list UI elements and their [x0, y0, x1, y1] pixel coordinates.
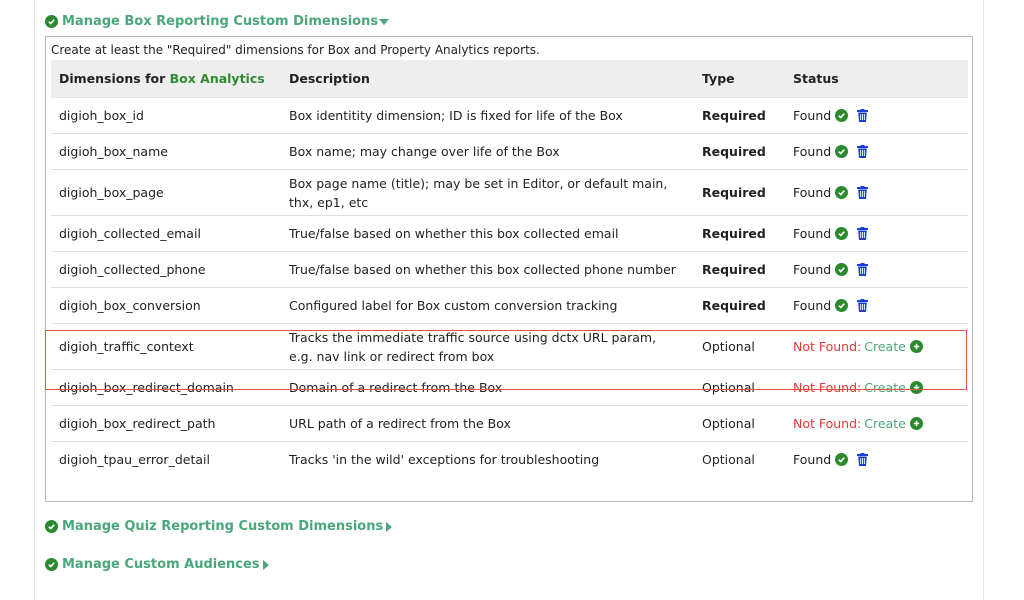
dimension-status-cell [785, 442, 968, 478]
dimension-name: digioh_box_page [51, 170, 281, 216]
trash-icon[interactable] [857, 145, 868, 158]
dimension-type: Required [694, 216, 785, 252]
status-text: Found [793, 262, 832, 277]
custom-audiences-title: Manage Custom Audiences [62, 557, 260, 572]
custom-audiences-toggle[interactable] [45, 557, 269, 572]
status-text: Found [793, 185, 832, 200]
status-group [793, 185, 968, 200]
table-row [51, 406, 968, 442]
status-text: Found [793, 108, 832, 123]
caret-right-icon [263, 560, 269, 570]
dimension-status-cell [785, 288, 968, 324]
dimension-description: True/false based on whether this box collected email [281, 216, 694, 252]
dimension-status-cell [785, 216, 968, 252]
status-text: Not Found: [793, 416, 862, 431]
check-circle-icon [835, 453, 848, 466]
dimension-status-cell [785, 170, 968, 216]
dimension-column-header [51, 60, 281, 98]
status-group [793, 226, 968, 241]
status-group [793, 416, 968, 431]
status-group [793, 452, 968, 467]
dimension-type: Required [694, 134, 785, 170]
plus-circle-icon[interactable] [910, 417, 923, 430]
dimension-description: Box page name (title); may be set in Editor, or default main, thx, ep1, etc [281, 170, 694, 216]
box-dimensions-toggle[interactable] [45, 14, 389, 29]
box-analytics-label: Box Analytics [169, 71, 265, 86]
dimension-type: Optional [694, 442, 785, 478]
plus-circle-icon[interactable] [910, 381, 923, 394]
dimension-name: digioh_box_redirect_domain [51, 370, 281, 406]
intro-text: Create at least the "Required" dimensions for Box and Property Analytics reports. [51, 43, 540, 57]
table-row [51, 216, 968, 252]
dimension-type: Required [694, 98, 785, 134]
table-row [51, 370, 968, 406]
caret-right-icon [386, 522, 392, 532]
check-circle-icon [835, 227, 848, 240]
table-header-row [51, 60, 968, 98]
trash-icon[interactable] [857, 263, 868, 276]
dimension-description: Box identitity dimension; ID is fixed for life of the Box [281, 98, 694, 134]
status-text: Found [793, 298, 832, 313]
dimension-status-cell [785, 252, 968, 288]
trash-icon[interactable] [857, 227, 868, 240]
dimension-name: digioh_collected_phone [51, 252, 281, 288]
quiz-dimensions-title: Manage Quiz Reporting Custom Dimensions [62, 519, 384, 534]
status-text: Found [793, 144, 832, 159]
plus-circle-icon[interactable] [910, 340, 923, 353]
dimensions-table [51, 60, 968, 477]
dimension-description: URL path of a redirect from the Box [281, 406, 694, 442]
table-row [51, 252, 968, 288]
type-column-header: Type [694, 60, 785, 98]
dimension-description: Configured label for Box custom conversion tracking [281, 288, 694, 324]
dimension-name: digioh_box_conversion [51, 288, 281, 324]
table-row [51, 134, 968, 170]
dimension-description: Box name; may change over life of the Box [281, 134, 694, 170]
table-row [51, 170, 968, 216]
check-circle-icon [835, 299, 848, 312]
status-column-header: Status [785, 60, 968, 98]
dimension-status-cell [785, 406, 968, 442]
status-group [793, 298, 968, 313]
dimension-status-cell [785, 324, 968, 370]
trash-icon[interactable] [857, 109, 868, 122]
check-circle-icon [835, 109, 848, 122]
dimension-description: Domain of a redirect from the Box [281, 370, 694, 406]
status-text: Not Found: [793, 380, 862, 395]
caret-down-icon [379, 19, 389, 25]
create-link[interactable]: Create [864, 339, 906, 354]
create-link[interactable]: Create [864, 416, 906, 431]
dimension-description: Tracks 'in the wild' exceptions for troubleshooting [281, 442, 694, 478]
dimension-name: digioh_collected_email [51, 216, 281, 252]
table-row [51, 288, 968, 324]
dimensions-panel [45, 36, 973, 502]
status-text: Not Found: [793, 339, 862, 354]
check-circle-icon [835, 263, 848, 276]
dimension-status-cell [785, 134, 968, 170]
dimension-name: digioh_box_redirect_path [51, 406, 281, 442]
dimension-header-prefix: Dimensions for [59, 71, 170, 86]
status-group [793, 144, 968, 159]
check-circle-icon [45, 558, 58, 571]
box-dimensions-title: Manage Box Reporting Custom Dimensions [62, 14, 379, 29]
dimension-description: Tracks the immediate traffic source using dctx URL param, e.g. nav link or redirect from box [281, 324, 694, 370]
dimension-type: Optional [694, 406, 785, 442]
dimension-name: digioh_box_id [51, 98, 281, 134]
check-circle-icon [45, 15, 58, 28]
check-circle-icon [835, 186, 848, 199]
description-column-header: Description [281, 60, 694, 98]
trash-icon[interactable] [857, 453, 868, 466]
status-text: Found [793, 452, 832, 467]
dimension-status-cell [785, 98, 968, 134]
dimension-type: Required [694, 252, 785, 288]
status-group [793, 339, 968, 354]
check-circle-icon [835, 145, 848, 158]
trash-icon[interactable] [857, 186, 868, 199]
dimension-name: digioh_tpau_error_detail [51, 442, 281, 478]
table-row [51, 324, 968, 370]
dimension-status-cell [785, 370, 968, 406]
create-link[interactable]: Create [864, 380, 906, 395]
check-circle-icon [45, 520, 58, 533]
dimension-name: digioh_traffic_context [51, 324, 281, 370]
dimension-type: Required [694, 170, 785, 216]
table-row [51, 442, 968, 478]
dimension-type: Required [694, 288, 785, 324]
table-row [51, 98, 968, 134]
trash-icon[interactable] [857, 299, 868, 312]
status-group [793, 108, 968, 123]
status-group [793, 380, 968, 395]
dimension-name: digioh_box_name [51, 134, 281, 170]
dimension-description: True/false based on whether this box collected phone number [281, 252, 694, 288]
status-text: Found [793, 226, 832, 241]
dimension-type: Optional [694, 370, 785, 406]
quiz-dimensions-toggle[interactable] [45, 519, 392, 534]
dimension-type: Optional [694, 324, 785, 370]
status-group [793, 262, 968, 277]
